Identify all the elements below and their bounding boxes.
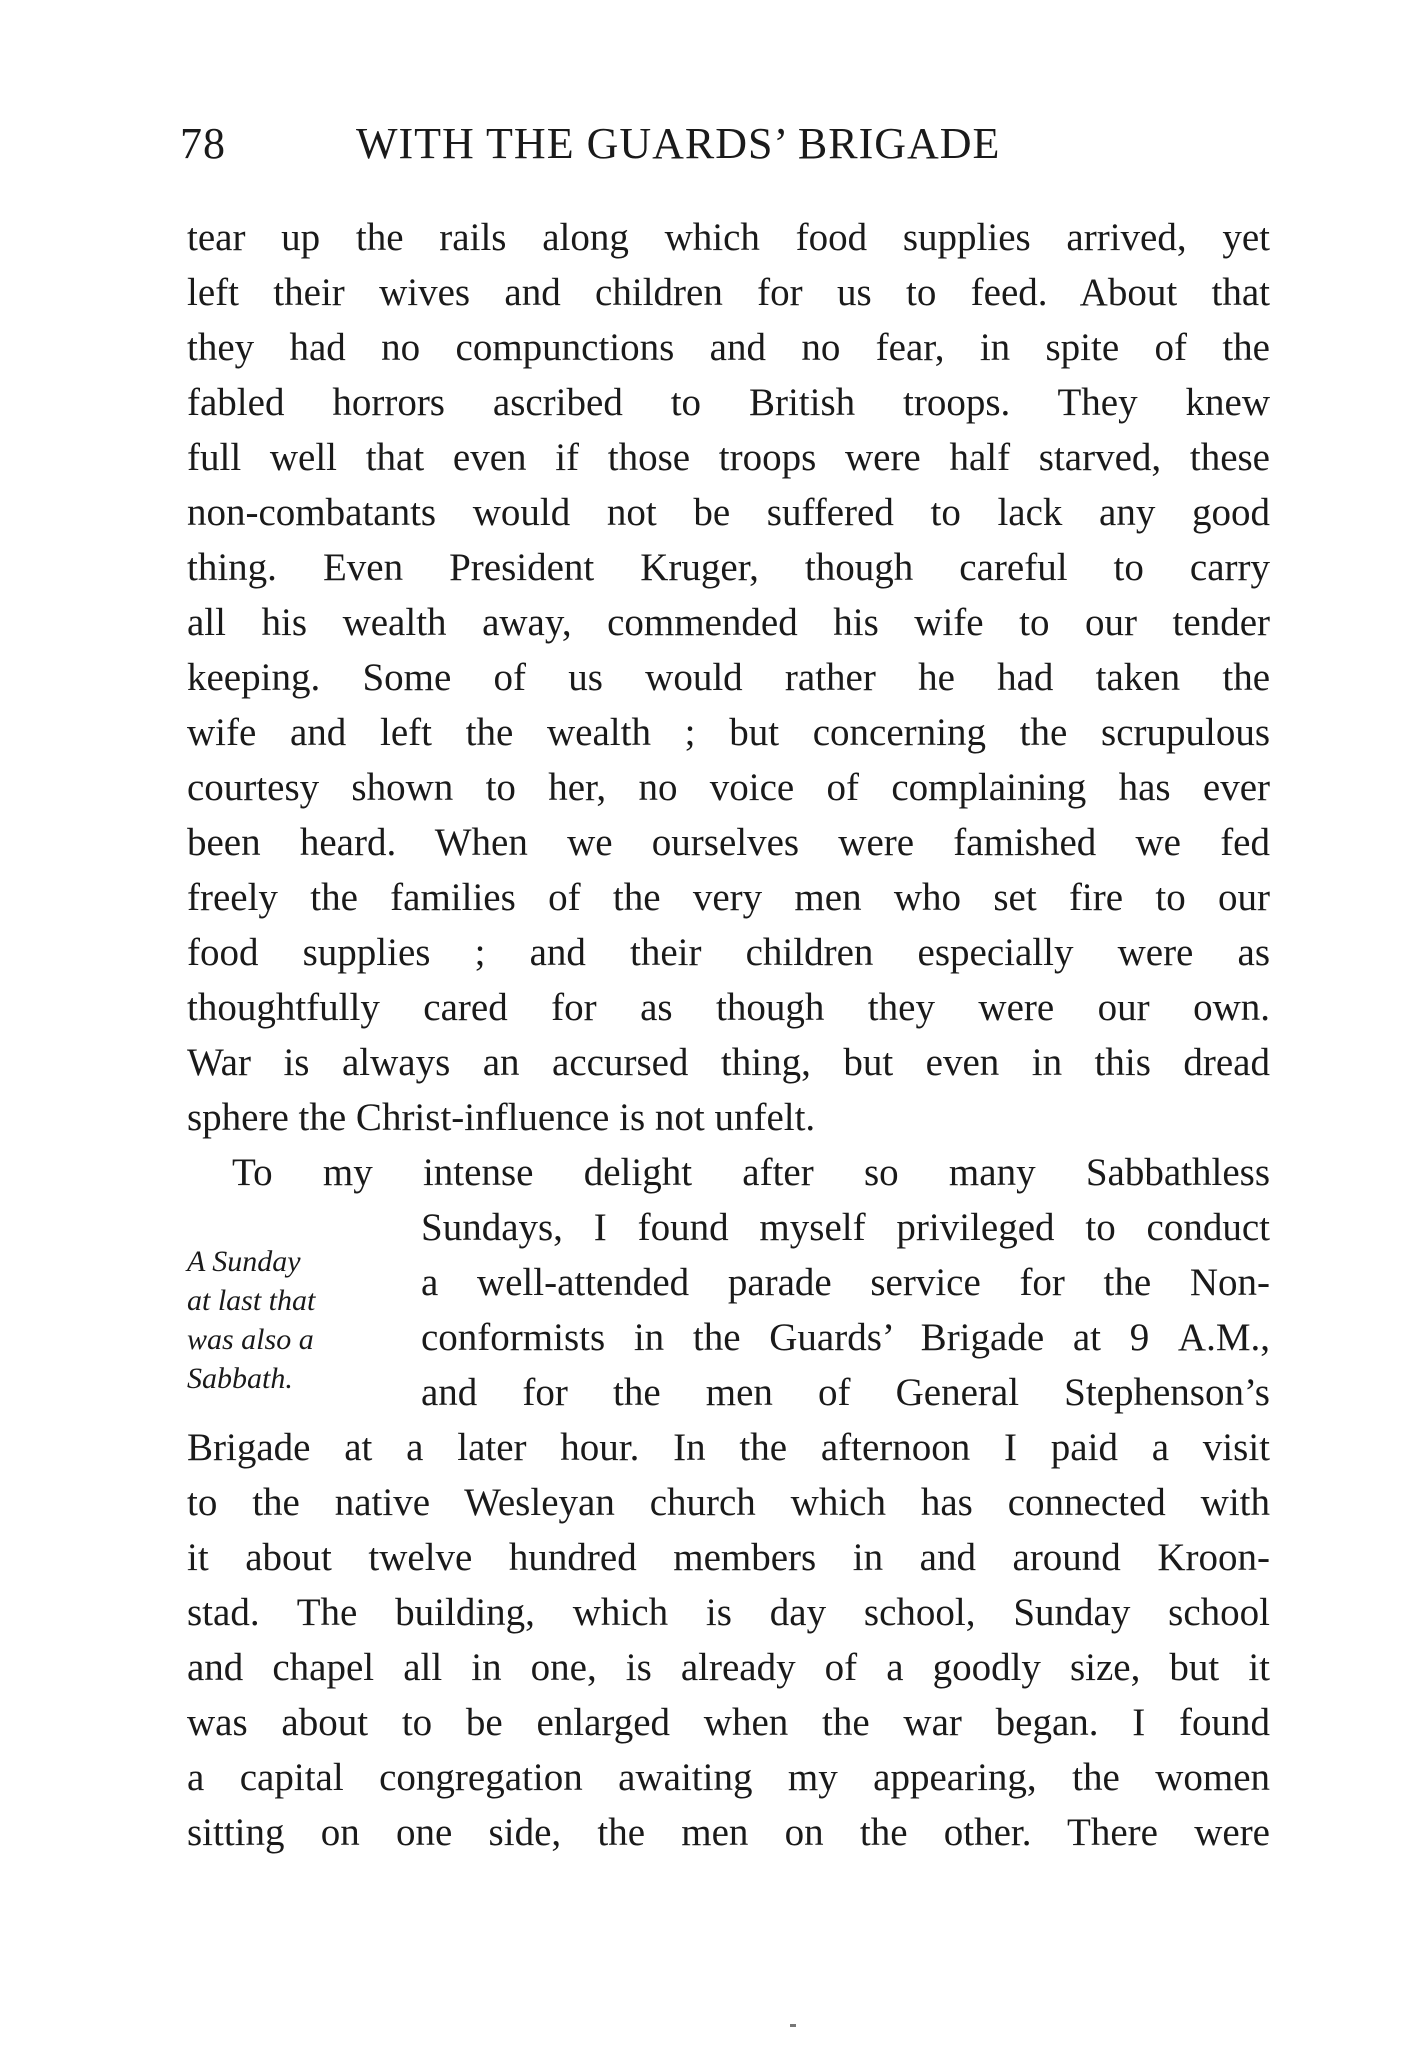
- running-title: WITH THE GUARDS’ BRIGADE: [356, 119, 1001, 168]
- page-number: 78: [180, 119, 226, 168]
- margin-note: [187, 1242, 387, 1398]
- text-line: all his wealth away, commended his wife to our tender: [187, 601, 1270, 644]
- margin-note-line: A Sunday: [187, 1245, 301, 1278]
- text-line: Sundays, I found myself privileged to conduct: [421, 1206, 1270, 1249]
- text-line-main: conformists in the Guards’ Brigade at 9: [421, 1316, 1178, 1359]
- text-line: thoughtfully cared for as though they were our own.: [187, 986, 1270, 1029]
- text-line: food supplies ; and their children especially were as: [187, 931, 1270, 974]
- margin-note-line: at last that: [187, 1284, 316, 1317]
- text-line: To my intense delight after so many Sabbathless: [232, 1151, 1270, 1194]
- text-line: keeping. Some of us would rather he had taken the: [187, 656, 1270, 699]
- text-line: [421, 1314, 1270, 1362]
- paper-speck: [790, 2024, 796, 2027]
- text-line: freely the families of the very men who set fire to our: [187, 876, 1270, 919]
- text-line: sitting on one side, the men on the other. There were: [187, 1811, 1270, 1854]
- text-line: full well that even if those troops were half starved, these: [187, 436, 1270, 479]
- text-line: thing. Even President Kruger, though careful to carry: [187, 546, 1270, 589]
- text-line: they had no compunctions and no fear, in spite of the: [187, 326, 1270, 369]
- text-line: left their wives and children for us to feed. About that: [187, 271, 1270, 314]
- text-line: War is always an accursed thing, but even in this dread: [187, 1041, 1270, 1084]
- time-abbreviation: A.M.,: [1177, 1316, 1270, 1359]
- text-line: Brigade at a later hour. In the afternoon I paid a visit: [187, 1426, 1270, 1469]
- text-line: non-combatants would not be suffered to lack any good: [187, 491, 1270, 534]
- margin-note-line: was also a: [187, 1323, 314, 1356]
- margin-note-line: Sabbath.: [187, 1362, 293, 1395]
- text-line: fabled horrors ascribed to British troops. They knew: [187, 381, 1270, 424]
- text-line: a capital congregation awaiting my appearing, the women: [187, 1756, 1270, 1799]
- text-line: sphere the Christ-influence is not unfelt.: [187, 1096, 816, 1139]
- text-line: to the native Wesleyan church which has connected with: [187, 1481, 1270, 1524]
- text-line: been heard. When we ourselves were famished we fed: [187, 821, 1270, 864]
- text-line: was about to be enlarged when the war began. I found: [187, 1701, 1270, 1744]
- text-line: stad. The building, which is day school, Sunday school: [187, 1591, 1270, 1634]
- text-line: and for the men of General Stephenson’s: [421, 1371, 1270, 1414]
- text-line: it about twelve hundred members in and around Kroon-: [187, 1536, 1270, 1579]
- text-line: courtesy shown to her, no voice of complaining has ever: [187, 766, 1270, 809]
- text-line: tear up the rails along which food supplies arrived, yet: [187, 216, 1270, 259]
- text-line: wife and left the wealth ; but concerning the scrupulous: [187, 711, 1270, 754]
- text-line: and chapel all in one, is already of a goodly size, but it: [187, 1646, 1270, 1689]
- page-header: [180, 118, 1120, 178]
- text-line: a well-attended parade service for the Non-: [421, 1261, 1270, 1304]
